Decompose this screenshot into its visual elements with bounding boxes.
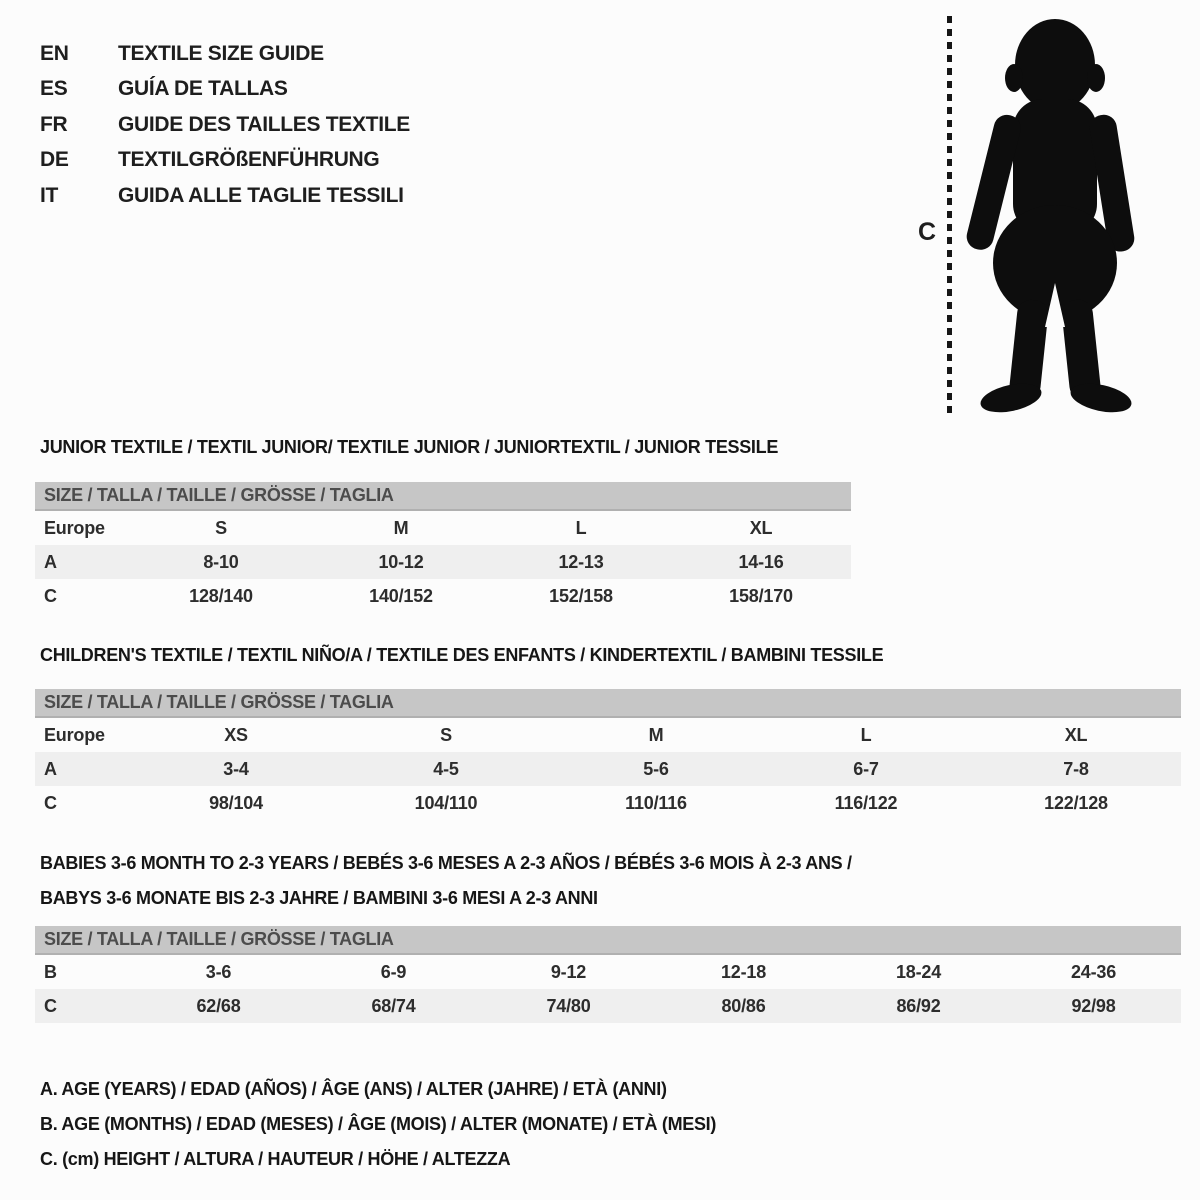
age-cell: 7-8: [1063, 758, 1089, 779]
size-cell: XL: [1064, 724, 1088, 745]
age-cell: 12-18: [720, 961, 767, 982]
language-title-block: [40, 36, 410, 214]
height-cell: 74/80: [546, 995, 591, 1016]
height-cell: 128/140: [189, 585, 253, 606]
language-code: EN: [40, 41, 69, 65]
babies-size-table: [35, 926, 1181, 1023]
age-cell: 4-5: [433, 758, 459, 779]
table-row-europe: [35, 718, 1181, 752]
language-row-en: [40, 36, 410, 72]
legend-line-a: A. AGE (YEARS) / EDAD (AÑOS) / ÂGE (ANS) / ALTER (JAHRE) / ETÀ (ANNI): [40, 1079, 667, 1099]
guide-title-es: GUÍA DE TALLAS: [118, 77, 288, 101]
measure-label-c: C: [918, 218, 937, 246]
table-row-europe: [35, 511, 851, 545]
table-row-height: [35, 579, 851, 613]
height-cell: 98/104: [209, 792, 263, 813]
size-cell: M: [393, 517, 409, 538]
table-row-age-months: [35, 955, 1181, 989]
language-code: ES: [40, 77, 68, 101]
height-cell: 116/122: [834, 792, 898, 813]
children-section-title: CHILDREN'S TEXTILE / TEXTIL NIÑO/A / TEXTILE DES ENFANTS / KINDERTEXTIL / BAMBINI TESSILE: [40, 645, 884, 665]
language-code: FR: [40, 112, 68, 136]
size-cell: S: [440, 724, 452, 745]
size-header-bar: [35, 689, 1181, 718]
age-cell: 6-9: [380, 961, 407, 982]
row-label: C: [44, 585, 57, 606]
size-header-bar: [35, 926, 1181, 955]
guide-title-de: TEXTILGRÖßENFÜHRUNG: [118, 148, 380, 172]
height-cell: 68/74: [371, 995, 416, 1016]
row-label: C: [44, 792, 57, 813]
height-cell: 158/170: [729, 585, 793, 606]
size-header-text: SIZE / TALLA / TAILLE / GRÖSSE / TAGLIA: [44, 692, 394, 712]
language-row-fr: [40, 107, 410, 143]
age-cell: 10-12: [378, 551, 424, 572]
language-row-it: [40, 178, 410, 214]
row-label: Europe: [44, 724, 105, 745]
table-row-height: [35, 989, 1181, 1023]
age-cell: 9-12: [550, 961, 587, 982]
height-cell: 122/128: [1044, 792, 1108, 813]
language-row-de: [40, 143, 410, 179]
age-cell: 8-10: [203, 551, 239, 572]
row-label: Europe: [44, 517, 105, 538]
size-cell: XS: [224, 724, 248, 745]
legend-line-c: C. (cm) HEIGHT / ALTURA / HAUTEUR / HÖHE / ALTEZZA: [40, 1149, 511, 1169]
guide-title-it: GUIDA ALLE TAGLIE TESSILI: [118, 183, 404, 207]
babies-title-line1: BABIES 3-6 MONTH TO 2-3 YEARS / BEBÉS 3-6 MESES A 2-3 AÑOS / BÉBÉS 3-6 MOIS À 2-3 ANS /: [40, 853, 852, 873]
height-cell: 110/116: [625, 792, 687, 813]
size-header-text: SIZE / TALLA / TAILLE / GRÖSSE / TAGLIA: [44, 485, 394, 505]
size-cell: XL: [749, 517, 773, 538]
height-measure-dashed-line: [947, 16, 952, 418]
guide-title-en: TEXTILE SIZE GUIDE: [118, 41, 324, 65]
junior-size-table: [35, 482, 851, 613]
children-size-table: [35, 689, 1181, 820]
age-cell: 18-24: [895, 961, 942, 982]
babies-section-title: [40, 846, 852, 916]
age-cell: 6-7: [853, 758, 879, 779]
row-label: B: [44, 961, 57, 982]
size-cell: L: [860, 724, 872, 745]
size-header-bar: [35, 482, 851, 511]
legend-block: [40, 1072, 716, 1177]
height-cell: 140/152: [369, 585, 433, 606]
height-cell: 62/68: [196, 995, 241, 1016]
size-cell: M: [648, 724, 664, 745]
size-header-text: SIZE / TALLA / TAILLE / GRÖSSE / TAGLIA: [44, 929, 394, 949]
toddler-silhouette-icon: [962, 14, 1142, 416]
language-row-es: [40, 72, 410, 108]
language-code: DE: [40, 148, 69, 172]
age-cell: 24-36: [1070, 961, 1117, 982]
height-cell: 80/86: [721, 995, 766, 1016]
age-cell: 14-16: [738, 551, 784, 572]
junior-section-title: JUNIOR TEXTILE / TEXTIL JUNIOR/ TEXTILE JUNIOR / JUNIORTEXTIL / JUNIOR TESSILE: [40, 437, 779, 457]
height-cell: 104/110: [414, 792, 478, 813]
babies-title-line2: BABYS 3-6 MONATE BIS 2-3 JAHRE / BAMBINI 3-6 MESI A 2-3 ANNI: [40, 888, 598, 908]
height-cell: 86/92: [896, 995, 941, 1016]
age-cell: 3-4: [223, 758, 249, 779]
age-cell: 12-13: [558, 551, 604, 572]
language-code: IT: [40, 183, 59, 207]
guide-title-fr: GUIDE DES TAILLES TEXTILE: [118, 112, 410, 136]
table-row-age: [35, 752, 1181, 786]
row-label: A: [44, 551, 57, 572]
table-row-age: [35, 545, 851, 579]
age-cell: 5-6: [643, 758, 669, 779]
row-label: C: [44, 995, 57, 1016]
height-cell: 92/98: [1071, 995, 1116, 1016]
size-cell: S: [215, 517, 227, 538]
age-cell: 3-6: [205, 961, 232, 982]
size-cell: L: [575, 517, 587, 538]
table-row-height: [35, 786, 1181, 820]
height-cell: 152/158: [549, 585, 613, 606]
row-label: A: [44, 758, 57, 779]
legend-line-b: B. AGE (MONTHS) / EDAD (MESES) / ÂGE (MOIS) / ALTER (MONATE) / ETÀ (MESI): [40, 1114, 717, 1134]
